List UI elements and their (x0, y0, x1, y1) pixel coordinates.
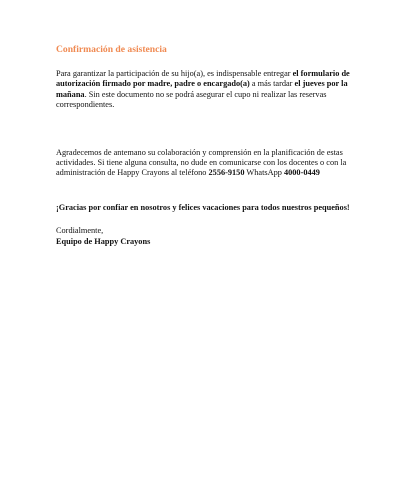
deadline-emphasis: el jueves por la mañana (56, 79, 348, 99)
closing-line: Cordialmente, (56, 226, 104, 236)
contact-paragraph (56, 148, 366, 179)
paragraph-text: WhatsApp (244, 168, 284, 178)
whatsapp-number: 4000-0449 (283, 168, 320, 178)
section-heading: Confirmación de asistencia (56, 44, 167, 55)
thanks-line: ¡Gracias por confiar en nosotros y felices vacaciones para todos nuestros pequeños! (56, 202, 350, 212)
authorization-paragraph (56, 69, 366, 111)
paragraph-text: a más tardar (249, 79, 295, 89)
signature-line: Equipo de Happy Crayons (56, 236, 151, 246)
phone-number: 2556-9150 (208, 168, 245, 178)
paragraph-text: Para garantizar la participación de su hijo(a), es indispensable entregar (56, 69, 293, 78)
paragraph-text: Agradecemos de antemano su colaboración y comprensión en la planificación de estas actividades. Si tiene alguna consulta, no dude en comunicarse con los docentes o con la administración de Happy Crayons al teléfono (56, 147, 347, 178)
form-requirement-emphasis: el formulario de autorización firmado por madre, padre o encargado(a) (56, 69, 350, 89)
paragraph-text: . Sin este documento no se podrá asegurar el cupo ni realizar las reservas correspondientes. (56, 89, 327, 110)
